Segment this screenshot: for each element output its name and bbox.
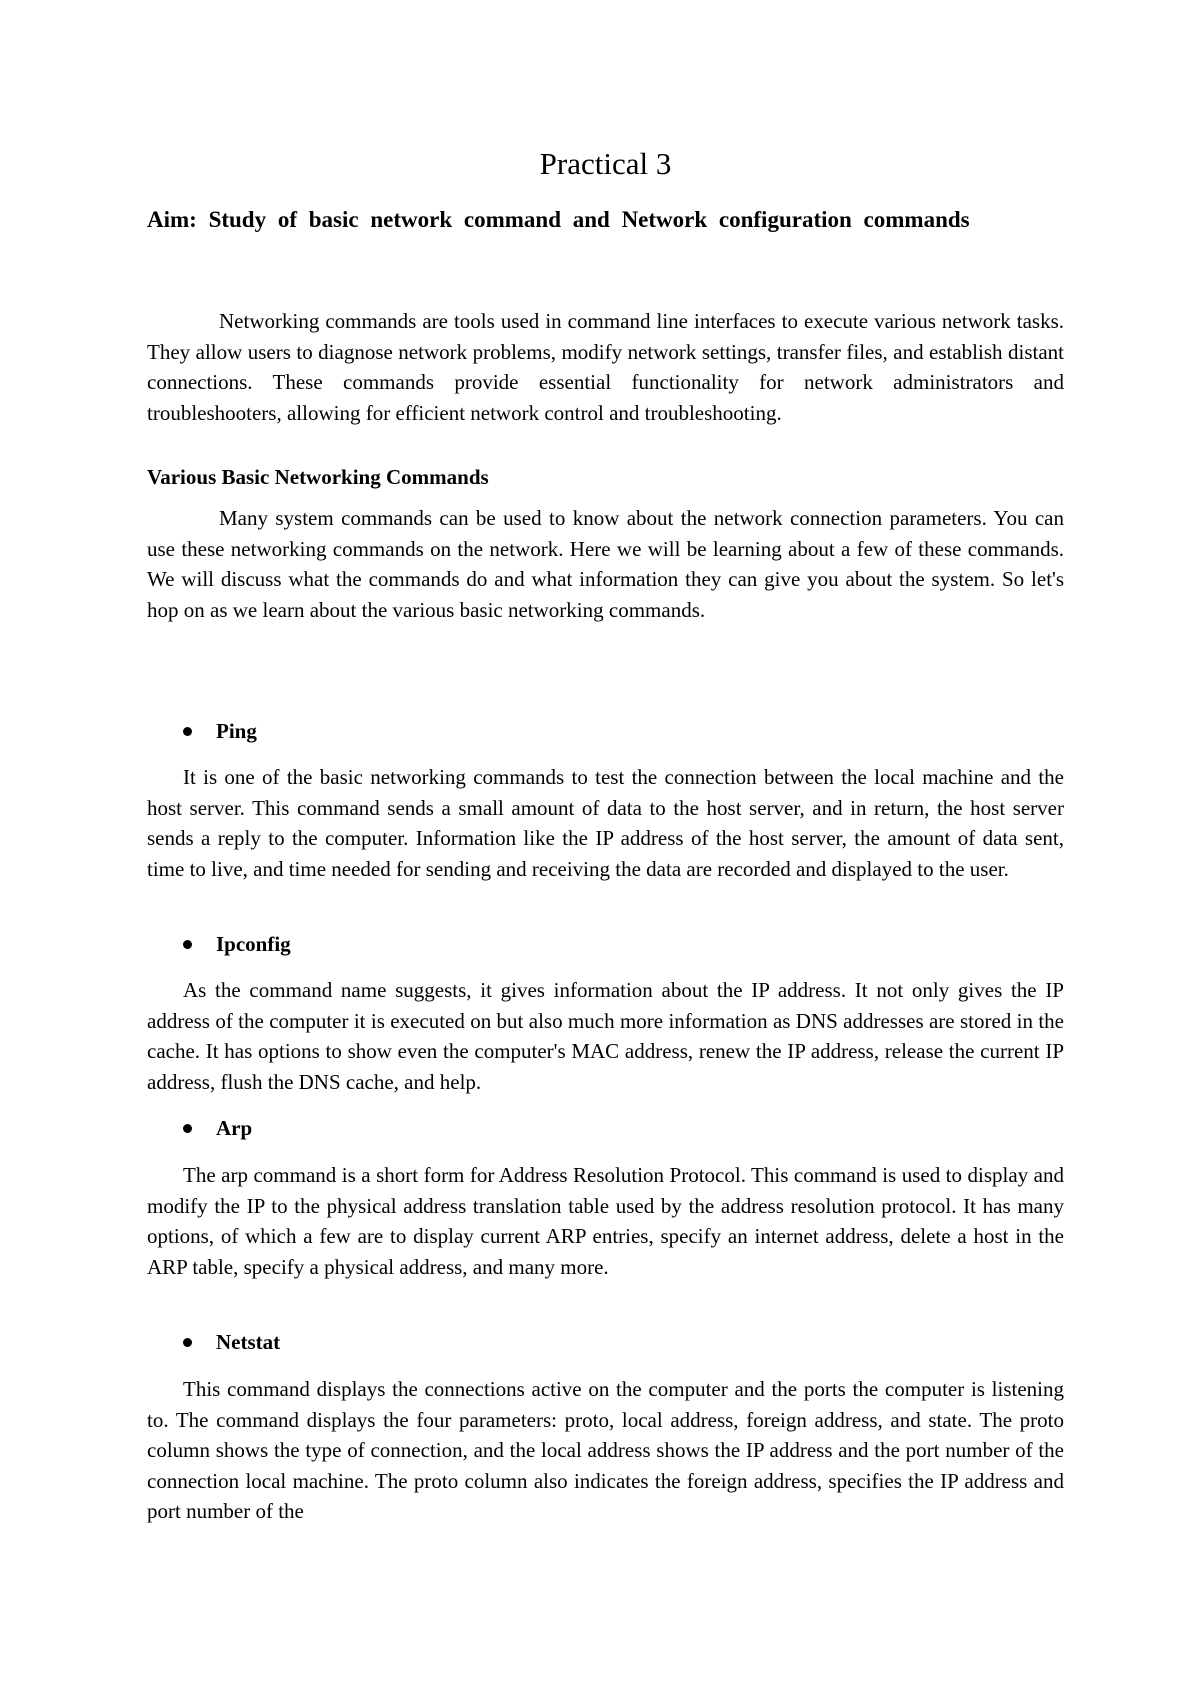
bullet-item-ipconfig <box>183 929 291 960</box>
command-name: Ping <box>216 719 257 743</box>
aim-statement: Aim: Study of basic network command and Network configuration commands <box>147 207 970 232</box>
command-name: Arp <box>216 1116 253 1140</box>
section-heading: Various Basic Networking Commands <box>147 465 489 489</box>
command-description-ipconfig: As the command name suggests, it gives information about the IP address. It not only gives the IP address of the computer it is executed on but also much more information as DNS addresses are stored in the cache. It has options to show even the computer's MAC address, renew the IP address, release the current IP address, flush the DNS cache, and help. <box>147 978 1064 1094</box>
command-description-netstat: This command displays the connections active on the computer and the ports the computer is listening to. The command displays the four parameters: proto, local address, foreign address, and state. The proto column shows the type of connection, and the local address shows the IP address and the port number of the connection local machine. The proto column also indicates the foreign address, specifies the IP address and port number of the <box>147 1377 1064 1523</box>
bullet-icon <box>183 727 192 736</box>
bullet-item-netstat <box>183 1327 280 1358</box>
command-description-ping: It is one of the basic networking commands to test the connection between the local machine and the host server. This command sends a small amount of data to the host server, and in return, the host server sends a reply to the computer. Information like the IP address of the host server, the amount of data sent, time to live, and time needed for sending and receiving the data are recorded and displayed to the user. <box>147 765 1064 881</box>
bullet-icon <box>183 1124 192 1133</box>
page-title: Practical 3 <box>539 146 672 181</box>
command-name: Ipconfig <box>216 932 291 956</box>
command-description-arp: The arp command is a short form for Address Resolution Protocol. This command is used to display and modify the IP to the physical address translation table used by the address resolution protocol. It has many options, of which a few are to display current ARP entries, specify an internet address, delete a host in the ARP table, specify a physical address, and many more. <box>147 1163 1064 1279</box>
bullet-icon <box>183 1338 192 1347</box>
bullet-item-arp <box>183 1113 252 1144</box>
command-name: Netstat <box>216 1330 281 1354</box>
bullet-item-ping <box>183 716 257 747</box>
intro-paragraph: Networking commands are tools used in command line interfaces to execute various network tasks. They allow users to diagnose network problems, modify network settings, transfer files, and establish distant connections. These commands provide essential functionality for network administrators and troubleshooters, allowing for efficient network control and troubleshooting. <box>147 309 1064 425</box>
section-intro-paragraph: Many system commands can be used to know about the network connection parameters. You can use these networking commands on the network. Here we will be learning about a few of these commands. We will discuss what the commands do and what information they can give you about the system. So let's hop on as we learn about the various basic networking commands. <box>147 506 1064 622</box>
bullet-icon <box>183 940 192 949</box>
